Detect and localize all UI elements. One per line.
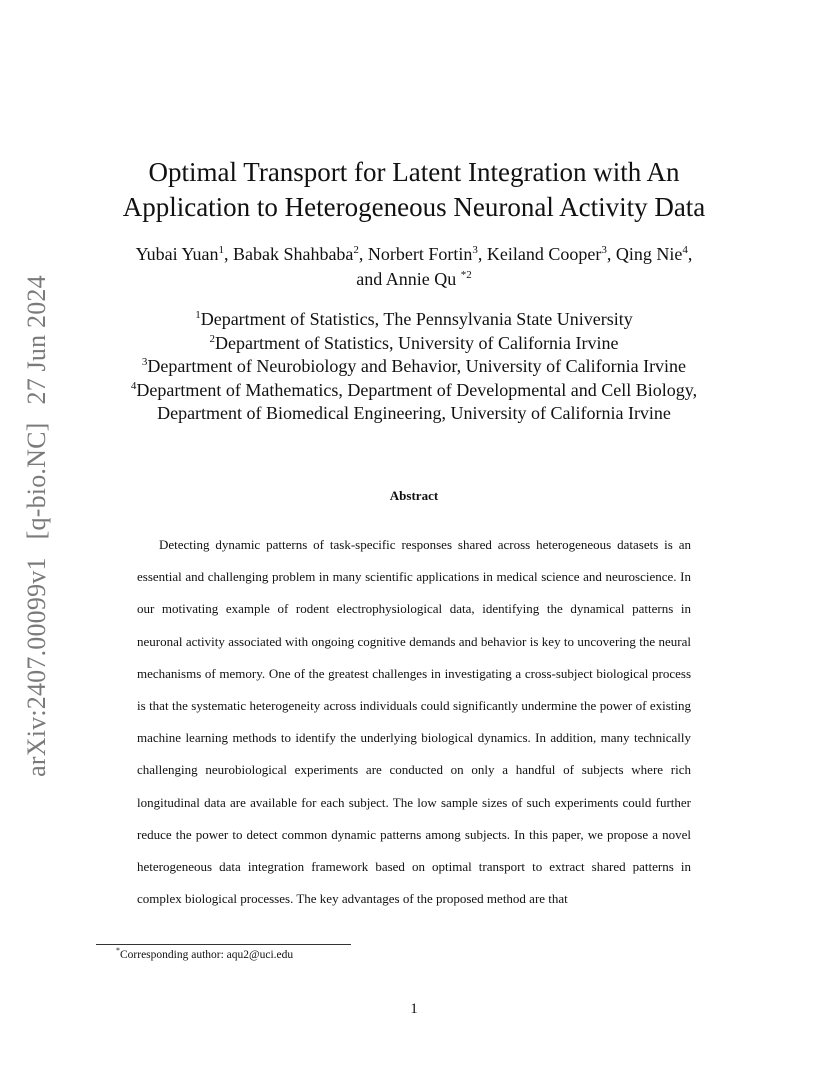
author-list (90, 242, 738, 292)
affiliation-line: Department of Biomedical Engineering, University of California Irvine (157, 403, 671, 424)
affiliation-mark: 1 (195, 309, 201, 321)
author-affiliation-mark: 1 (218, 244, 224, 256)
abstract-heading: Abstract (389, 488, 439, 503)
author-affiliation-mark: 2 (353, 244, 359, 256)
footnote-divider (96, 944, 351, 945)
affiliation-list (90, 308, 738, 426)
author-affiliation-mark: 3 (472, 244, 478, 256)
affiliation-line: $^4$Department of Mathematics, Department of Developmental and Cell Biology, (130, 379, 698, 400)
page-number: 1 (410, 1001, 418, 1017)
footnote-mark: * (116, 946, 120, 956)
title-line-1: Optimal Transport for Latent Integration with An (148, 157, 680, 187)
author-name: Qing Nie (615, 244, 683, 264)
author-name: Norbert Fortin (367, 244, 473, 264)
author-name: Yubai Yuan (135, 244, 219, 264)
author-affiliation-mark: *2 (460, 269, 472, 281)
abstract-text: Detecting dynamic patterns of task-specific responses shared across heterogeneous datasets is an essential and challenging problem in many scientific applications in medical science and neuroscience. In our motivating example of rodent electrophysiological data, identifying the dynamical patterns in neuronal activity associated with ongoing cognitive demands and behavior is key to uncovering the neural mechanisms of memory. One of the greatest challenges in investigating a cross-subject biological process is that the systematic heterogeneity across individuals could significantly undermine the power of existing machine learning methods to identify the underlying biological dynamics. In addition, many technically challenging neurobiological experiments are conducted on only a handful of subjects where rich longitudinal data are available for each subject. The low sample sizes of such experiments could further reduce the power to detect common dynamic patterns among subjects. In this paper, we propose a novel heterogeneous data integration framework based on optimal transport to extract shared patterns in complex biological processes. The key advantages of the proposed method are that (137, 537, 691, 907)
author-affiliation-mark: 4 (682, 244, 688, 256)
title-line-2: Application to Heterogeneous Neuronal Activity Data (122, 192, 706, 222)
affiliation-mark: 3 (141, 356, 148, 369)
arxiv-date: 27 Jun 2024 (22, 275, 51, 405)
affiliation-mark: 2 (209, 332, 216, 345)
affiliation-mark: 4 (130, 379, 137, 392)
corresponding-author-footnote (116, 946, 294, 961)
author-name: Babak Shahbaba (232, 244, 354, 264)
arxiv-identifier-stamp (22, 275, 52, 777)
affiliation-line: $^3$Department of Neurobiology and Behavior, University of California Irvine (141, 356, 687, 377)
arxiv-category: [q-bio.NC] (22, 422, 51, 540)
affiliation-line: $^1$Department of Statistics, The Pennsylvania State University (195, 309, 633, 329)
author-line-2 (90, 267, 738, 292)
author-line-1: Yubai Yuan$^1$, Babak Shahbaba$^2$, Norbert Fortin$^3$, Keiland Cooper$^3$, Qing Nie$^4$, (135, 244, 693, 264)
affiliation-line: $^2$Department of Statistics, University of California Irvine (209, 332, 619, 353)
author-name: Keiland Cooper (486, 244, 602, 264)
arxiv-id: arXiv:2407.00099v1 (22, 557, 51, 777)
footnote-text: Corresponding author: aqu2@uci.edu (120, 949, 294, 961)
author-affiliation-mark: 3 (601, 244, 607, 256)
paper-title (90, 155, 738, 225)
author-name: and Annie Qu (356, 269, 457, 289)
